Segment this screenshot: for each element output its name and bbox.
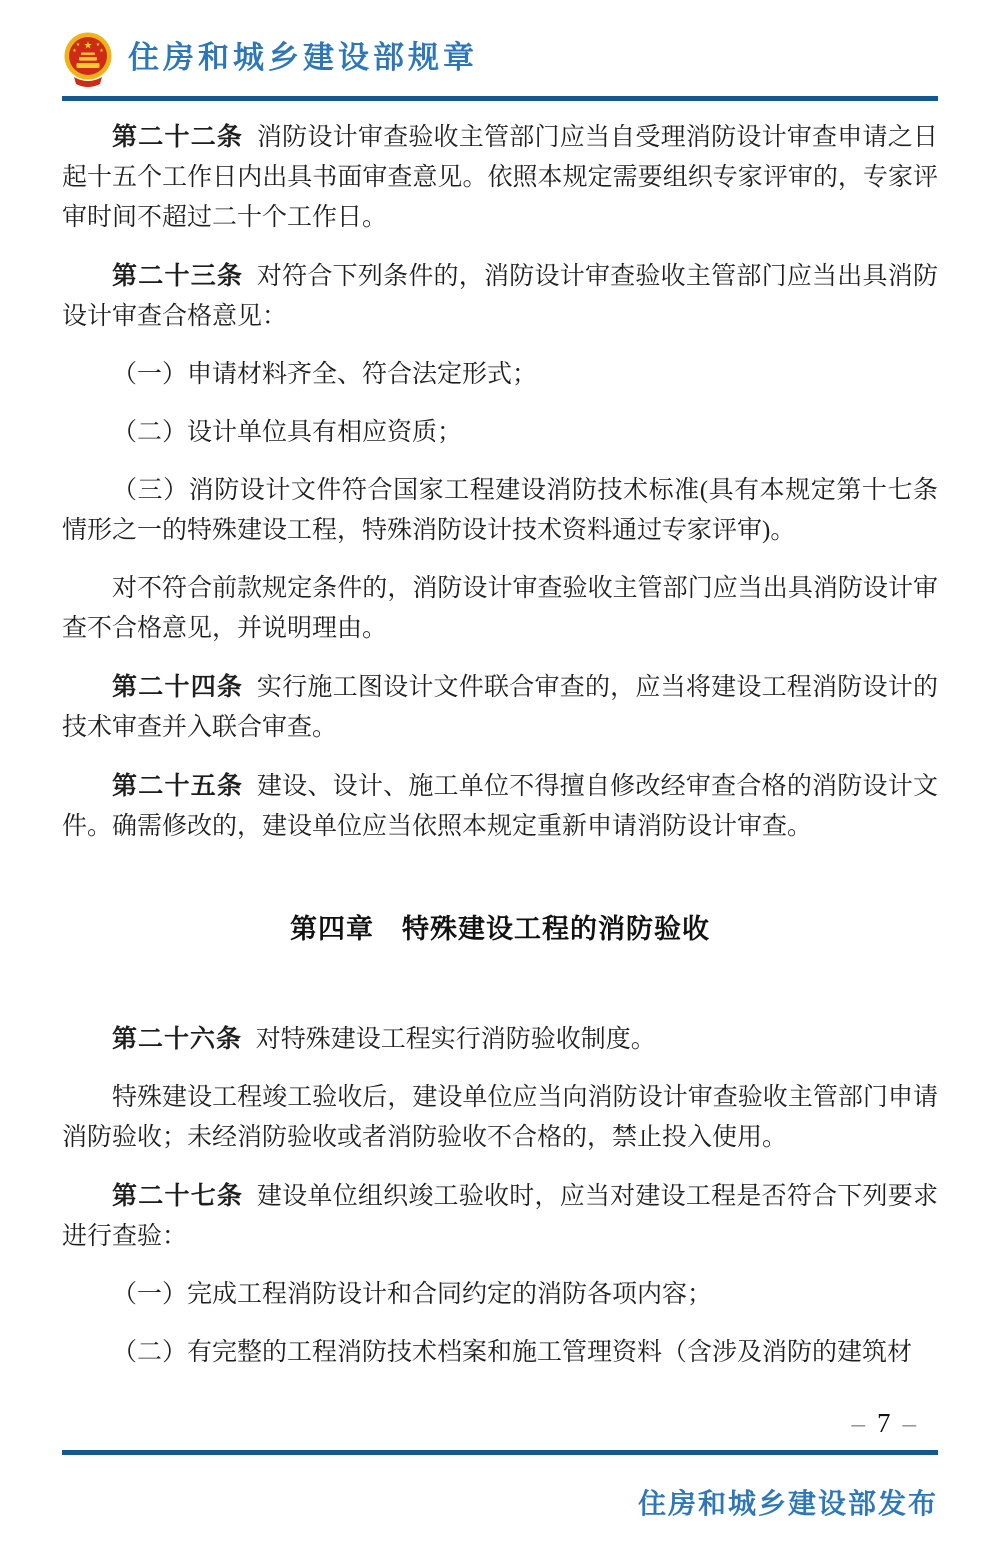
svg-text:★: ★ bbox=[99, 49, 104, 54]
article-text: （二）设计单位具有相应资质； bbox=[112, 419, 463, 446]
list-item bbox=[62, 413, 938, 453]
article-text: 建设、设计、施工单位不得擅自修改经审查合格的消防设计文件。确需修改的，建设单位应当依照本规定重新申请消防设计审查。 bbox=[62, 773, 938, 840]
national-emblem-icon bbox=[62, 32, 114, 88]
footer-rule bbox=[62, 1450, 938, 1455]
article-paragraph bbox=[62, 1019, 938, 1060]
article-text: 对特殊建设工程实行消防验收制度。 bbox=[255, 1026, 656, 1053]
article-paragraph bbox=[62, 569, 938, 649]
page-number-dash: – bbox=[902, 1408, 918, 1438]
page-header bbox=[0, 0, 1000, 88]
article-number: 第二十五条 bbox=[112, 772, 244, 800]
svg-text:★: ★ bbox=[75, 43, 81, 48]
article-number: 第二十四条 bbox=[112, 673, 244, 701]
svg-text:★: ★ bbox=[72, 49, 77, 54]
article-text: （一）完成工程消防设计和合同约定的消防各项内容； bbox=[112, 1281, 713, 1308]
page-number bbox=[842, 1408, 929, 1439]
svg-text:★: ★ bbox=[95, 43, 101, 48]
document-body bbox=[0, 101, 1000, 1373]
list-item bbox=[62, 1333, 938, 1373]
list-item bbox=[62, 1275, 938, 1315]
article-paragraph bbox=[62, 667, 938, 748]
article-text: 对不符合前款规定条件的，消防设计审查验收主管部门应当出具消防设计审查不合格意见，并说明理由。 bbox=[62, 575, 938, 642]
article-paragraph bbox=[62, 766, 938, 847]
svg-text:★: ★ bbox=[83, 40, 93, 52]
article-text: 实行施工图设计文件联合审查的，应当将建设工程消防设计的技术审查并入联合审查。 bbox=[62, 674, 938, 741]
article-text: 特殊建设工程竣工验收后，建设单位应当向消防设计审查验收主管部门申请消防验收；未经消防验收或者消防验收不合格的，禁止投入使用。 bbox=[62, 1084, 938, 1151]
publisher-label: 住房和城乡建设部发布 bbox=[637, 1489, 938, 1520]
list-item bbox=[62, 355, 938, 395]
page-number-dash: – bbox=[851, 1408, 867, 1438]
article-number: 第二十二条 bbox=[112, 123, 244, 151]
page-title: 住房和城乡建设部规章 bbox=[128, 40, 478, 76]
article-number: 第二十六条 bbox=[112, 1025, 243, 1053]
article-paragraph bbox=[62, 1176, 938, 1257]
article-paragraph bbox=[62, 117, 938, 238]
article-text: 建设单位组织竣工验收时，应当对建设工程是否符合下列要求进行查验： bbox=[62, 1183, 938, 1250]
article-paragraph bbox=[62, 256, 938, 337]
article-paragraph bbox=[62, 1078, 938, 1158]
article-text: （三）消防设计文件符合国家工程建设消防技术标准(具有本规定第十七条情形之一的特殊建设工程，特殊消防设计技术资料通过专家评审)。 bbox=[62, 477, 938, 544]
article-text: 对符合下列条件的，消防设计审查验收主管部门应当出具消防设计审查合格意见： bbox=[62, 263, 938, 330]
article-text: 消防设计审查验收主管部门应当自受理消防设计审查申请之日起十五个工作日内出具书面审查意见。依照本规定需要组织专家评审的，专家评审时间不超过二十个工作日。 bbox=[62, 124, 938, 231]
article-text: （二）有完整的工程消防技术档案和施工管理资料（含涉及消防的建筑材 bbox=[112, 1339, 913, 1366]
page-number-value: 7 bbox=[877, 1408, 893, 1438]
chapter-heading: 第四章 特殊建设工程的消防验收 bbox=[290, 914, 710, 944]
article-number: 第二十七条 bbox=[112, 1182, 244, 1210]
article-number: 第二十三条 bbox=[112, 262, 244, 290]
list-item bbox=[62, 471, 938, 551]
article-text: （一）申请材料齐全、符合法定形式； bbox=[112, 361, 538, 388]
